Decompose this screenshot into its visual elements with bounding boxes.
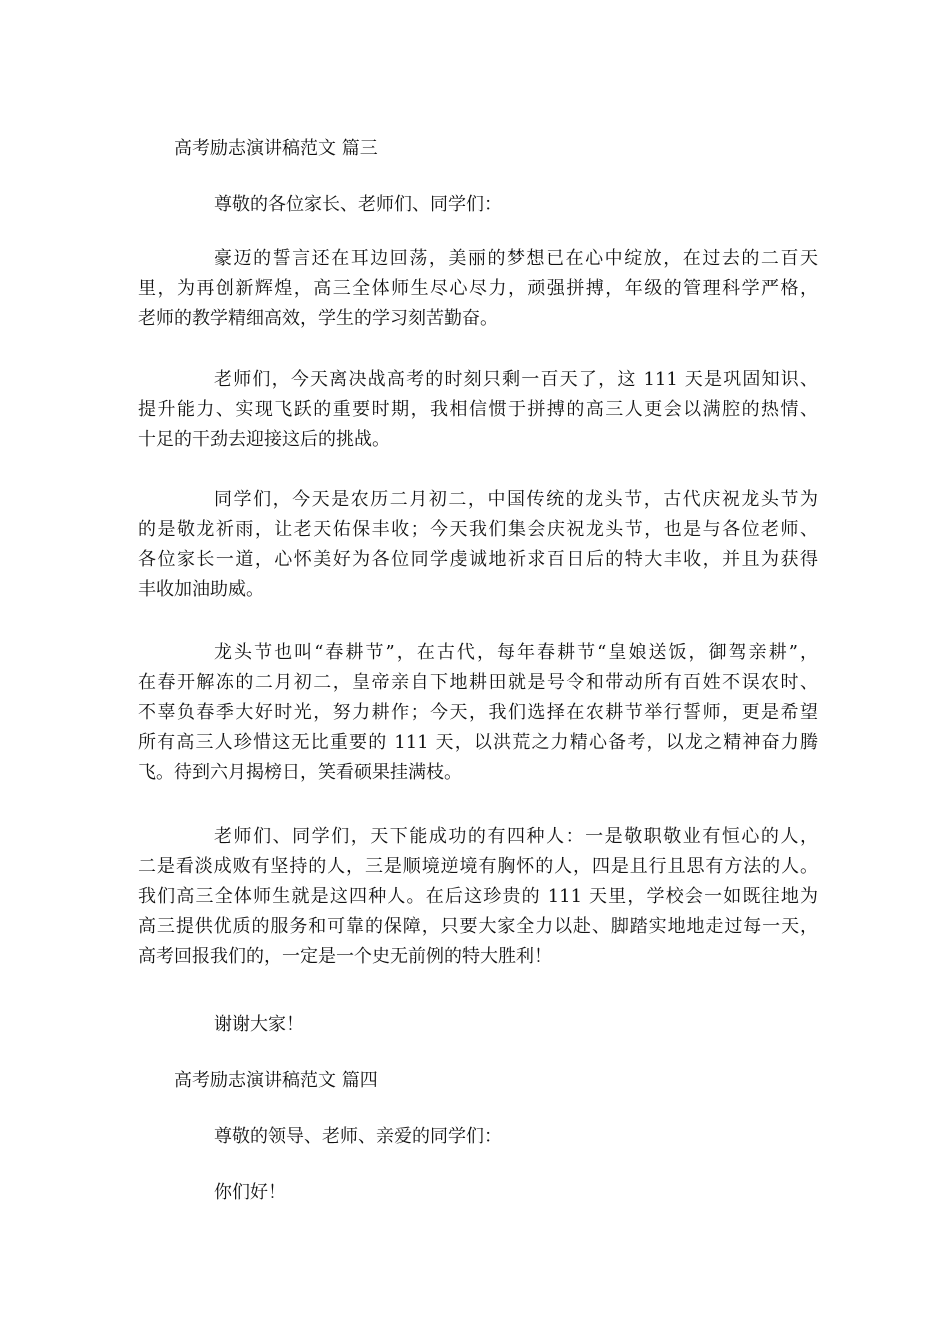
paragraph-line: 豪迈的誓言还在耳边回荡，美丽的梦想已在心中绽放，在过去的二百天 [214, 248, 818, 269]
paragraph-line: 飞。待到六月揭榜日，笑看硕果挂满枝。 [138, 762, 462, 783]
paragraph-line: 高三提供优质的服务和可靠的保障，只要大家全力以赴、脚踏实地地走过每一天， [138, 916, 818, 937]
section-title-4: 高考励志演讲稿范文 篇四 [174, 1070, 378, 1091]
paragraph-line: 高考回报我们的，一定是一个史无前例的特大胜利！ [138, 946, 552, 967]
paragraph-line: 里，为再创新辉煌，高三全体师生尽心尽力，顽强拼搏，年级的管理科学严格， [138, 278, 818, 299]
paragraph-line: 的是敬龙祈雨，让老天佑保丰收；今天我们集会庆祝龙头节，也是与各位老师、 [138, 519, 818, 540]
paragraph-line: 老师的教学精细高效，学生的学习刻苦勤奋。 [138, 308, 498, 329]
paragraph-4 [138, 638, 818, 788]
greeting-3: 尊敬的各位家长、老师们、同学们： [214, 194, 502, 215]
paragraph-line: 各位家长一道，心怀美好为各位同学虔诚地祈求百日后的特大丰收，并且为获得 [138, 549, 818, 570]
paragraph-line: 二是看淡成败有坚持的人，三是顺境逆境有胸怀的人，四是且行且思有方法的人。 [138, 856, 818, 877]
paragraph-1 [138, 244, 818, 334]
paragraph-3 [138, 485, 818, 605]
paragraph-line: 同学们，今天是农历二月初二，中国传统的龙头节，古代庆祝龙头节为 [214, 489, 818, 510]
opening-remark: 你们好！ [214, 1182, 286, 1203]
paragraph-2 [138, 365, 818, 455]
paragraph-line: 老师们，今天离决战高考的时刻只剩一百天了，这 111 天是巩固知识、 [214, 369, 818, 390]
section-title-3: 高考励志演讲稿范文 篇三 [174, 138, 378, 159]
closing-remark: 谢谢大家！ [214, 1014, 304, 1035]
paragraph-line: 十足的干劲去迎接这后的挑战。 [138, 429, 390, 450]
paragraph-line: 丰收加油助威。 [138, 579, 264, 600]
paragraph-line: 龙头节也叫“春耕节”，在古代，每年春耕节“皇娘送饭，御驾亲耕”， [214, 642, 818, 663]
paragraph-line: 不辜负春季大好时光，努力耕作；今天，我们选择在农耕节举行誓师，更是希望 [138, 702, 818, 723]
greeting-4: 尊敬的领导、老师、亲爱的同学们： [214, 1126, 502, 1147]
paragraph-line: 提升能力、实现飞跃的重要时期，我相信惯于拼搏的高三人更会以满腔的热情、 [138, 399, 818, 420]
paragraph-line: 所有高三人珍惜这无比重要的 111 天，以洪荒之力精心备考，以龙之精神奋力腾 [138, 732, 818, 753]
paragraph-5 [138, 822, 818, 972]
paragraph-line: 在春开解冻的二月初二，皇帝亲自下地耕田就是号令和带动所有百姓不误农时、 [138, 672, 818, 693]
paragraph-line: 老师们、同学们，天下能成功的有四种人：一是敬职敬业有恒心的人， [214, 826, 818, 847]
paragraph-line: 我们高三全体师生就是这四种人。在后这珍贵的 111 天里，学校会一如既往地为 [138, 886, 818, 907]
